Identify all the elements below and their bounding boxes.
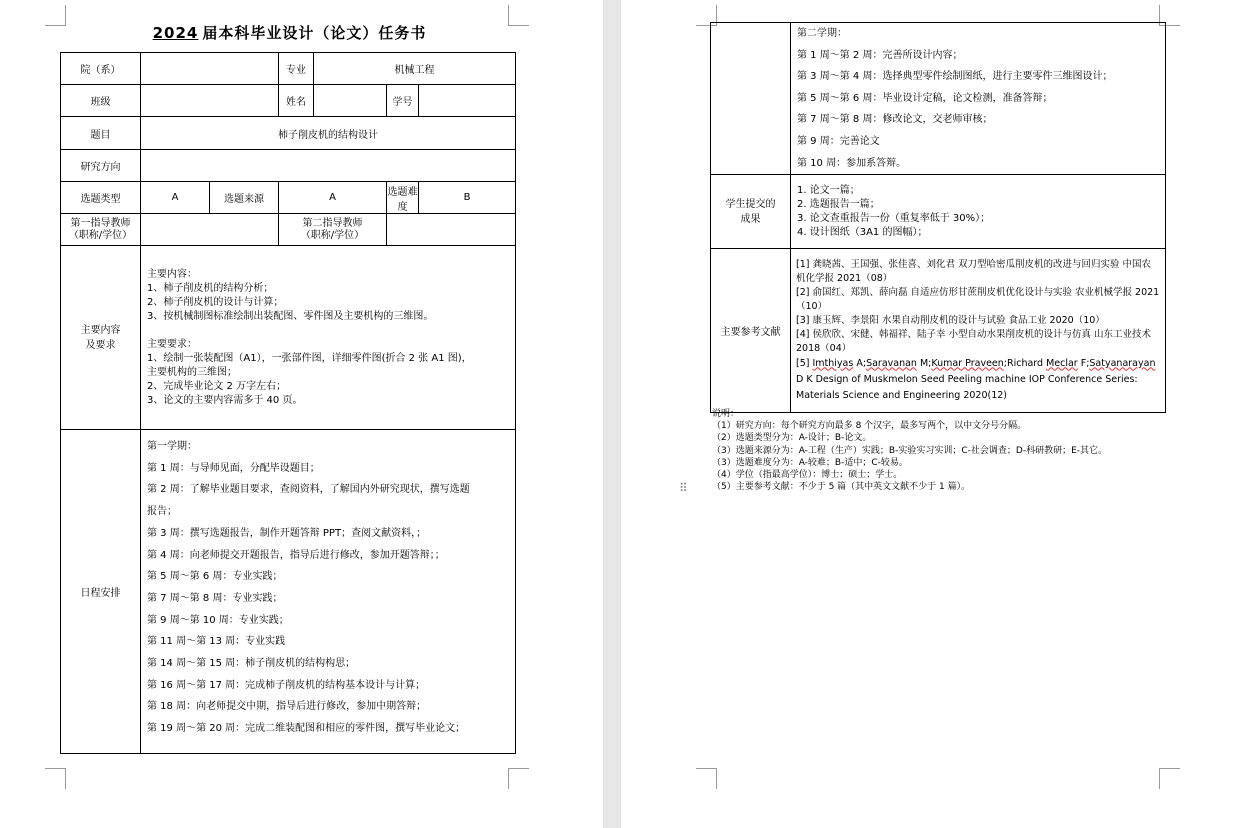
advisor-1-label-line: （职称/学位） [68, 229, 133, 241]
schedule-line: 第 11 周～第 13 周：专业实践 [147, 636, 286, 648]
content-line: 1、柿子削皮机的结构分析； [147, 282, 274, 294]
content-line [147, 324, 509, 338]
task-form-table-continued [710, 22, 1166, 413]
ref5-text: F; [1077, 357, 1090, 369]
submitted-results-label-line: 学生提交的 [725, 198, 776, 210]
reference-item: [1] 龚晓茜、王国强、张佳喜、刘化君 双刀型哈密瓜削皮机的改进与回归实验 中国农机化学报 2021（08） [796, 258, 1152, 284]
content-line: 主要内容： [147, 268, 197, 280]
schedule-label: 日程安排 [61, 430, 141, 754]
schedule-cell[interactable] [141, 430, 516, 754]
schedule-line: 第 14 周～第 15 周：柿子削皮机的结构构思； [147, 658, 356, 670]
major-label: 专业 [279, 53, 314, 85]
spellcheck-underline-word: Kumar Praveen [931, 357, 1004, 369]
research-direction-label: 研究方向 [61, 150, 141, 182]
advisor-2-label [279, 214, 387, 246]
student-id-field[interactable] [419, 85, 516, 117]
note-line: （3）选题来源分为：A-工程（生产）实践；B-实验实习实训；C-社会调查；D-科研教研；E-其它。 [712, 445, 1108, 456]
reference-item: [3] 康玉辉、李景阳 水果自动削皮机的设计与试验 食品工业 2020（10） [796, 314, 1105, 326]
research-direction-field[interactable] [141, 150, 516, 182]
content-line: 2、柿子削皮机的设计与计算； [147, 296, 284, 308]
topic-source-field[interactable]: A [279, 182, 387, 214]
advisor-2-label-line: 第二指导教师 [302, 217, 363, 229]
document-page-1 [0, 0, 603, 828]
result-line: 3. 论文查重报告一份（重复率低于 30%）； [797, 212, 991, 224]
student-id-label: 学号 [387, 85, 419, 117]
ref5-text: D K Design of Muskmelon Seed Peeling machine IOP Conference Series: Materials Science and Engineering 2020(12) [796, 373, 1138, 401]
title-text[interactable]: 届本科毕业设计（论文）任务书 [202, 24, 427, 42]
title-year[interactable]: 2024 [152, 24, 199, 42]
page-corner-mark [508, 768, 529, 789]
schedule-line: 第一学期： [147, 441, 197, 452]
page-corner-mark [45, 768, 66, 789]
schedule-cell-continued[interactable] [791, 23, 1166, 175]
content-line: 3、论文的主要内容需多于 40 页。 [147, 394, 303, 406]
topic-label: 题目 [61, 117, 141, 150]
page-corner-mark [1159, 768, 1180, 789]
schedule-line: 第 7 周～第 8 周：修改论文，交老师审核； [797, 114, 993, 126]
spellcheck-underline-word: Meclar [1046, 357, 1078, 369]
schedule-line: 第 19 周～第 20 周：完成二维装配图和相应的零件图，撰写毕业论文； [147, 723, 466, 735]
topic-type-field[interactable]: A [141, 182, 210, 214]
topic-type-label: 选题类型 [61, 182, 141, 214]
note-line: （1）研究方向：每个研究方向最多 8 个汉字，最多写两个，以中文分号分隔。 [712, 421, 1027, 432]
submitted-results-label-line: 成果 [740, 213, 761, 225]
advisor-1-label-line: 第一指导教师 [70, 217, 131, 229]
schedule-line: 第 5 周～第 6 周：专业实践； [147, 571, 283, 583]
schedule-label-continued [711, 23, 791, 175]
schedule-line: 第 1 周：与导师见面，分配毕设题目； [147, 462, 320, 474]
note-line: （2）选题类型分为：A-设计；B-论文。 [712, 433, 872, 444]
schedule-line: 第 18 周：向老师提交中期，指导后进行修改，参加中期答辩； [147, 701, 427, 713]
advisor-1-label [61, 214, 141, 246]
schedule-line: 第二学期： [797, 28, 847, 39]
advisor-2-label-line: （职称/学位） [300, 229, 365, 241]
major-field[interactable]: 机械工程 [314, 53, 516, 85]
note-line: （3）选题难度分为：A-较难；B-适中；C-较易。 [712, 457, 908, 468]
spellcheck-underline-word: Imthiyas [812, 357, 854, 369]
drag-handle-icon[interactable]: ⠿ [679, 481, 688, 495]
content-label-line: 主要内容 [80, 324, 121, 336]
submitted-results-label [711, 175, 791, 249]
references-cell[interactable] [791, 249, 1166, 413]
result-line: 1. 论文一篇； [797, 184, 860, 196]
advisor-1-field[interactable] [141, 214, 279, 246]
ref5-text: M; [916, 357, 932, 369]
ref5-text: ;Richard [1003, 357, 1047, 369]
college-field[interactable] [141, 53, 279, 85]
schedule-line: 第 9 周：完善论文 [797, 135, 880, 147]
schedule-line: 第 10 周：参加系答辩。 [797, 157, 907, 169]
ref5-prefix: [5] [796, 357, 813, 369]
reference-item: [2] 俞国红、郑凯、薛向磊 自适应仿形甘蔗削皮机优化设计与实验 农业机械学报 2021（10） [796, 286, 1160, 312]
name-field[interactable] [314, 85, 387, 117]
spellcheck-underline-word: Satyanarayan [1089, 357, 1156, 369]
content-label-line: 及要求 [85, 339, 116, 351]
topic-source-label: 选题来源 [210, 182, 279, 214]
reference-item: [4] 侯欣欣、宋健、韩福祥、陆子幸 小型自动水果削皮机的设计与仿真 山东工业技术 2018（04） [796, 328, 1152, 354]
references-label: 主要参考文献 [711, 249, 791, 413]
advisor-2-field[interactable] [387, 214, 516, 246]
content-line: 主要要求： [147, 338, 197, 350]
content-line: 2、完成毕业论文 2 万字左右； [147, 380, 287, 392]
note-line: （4）学位（指最高学位）：博士；硕士；学士。 [712, 470, 903, 481]
instructions-notes [712, 408, 1107, 493]
class-field[interactable] [141, 85, 279, 117]
note-line: （5）主要参考文献：不少于 5 篇（其中英文文献不少于 1 篇）。 [712, 482, 971, 493]
schedule-line: 第 9 周～第 10 周：专业实践； [147, 614, 289, 626]
reference-item-english [796, 356, 1160, 404]
content-line: 1、绘制一张装配图（A1），一张部件图，详细零件图(折合 2 张 A1 图)， [147, 352, 472, 364]
content-requirements-label [61, 246, 141, 430]
ref5-text: A; [853, 357, 867, 369]
result-line: 2. 选题报告一篇； [797, 198, 880, 210]
schedule-line: 第 2 周：了解毕业题目要求，查阅资料，了解国内外研究现状，撰写选题 [147, 484, 470, 496]
page-corner-mark [696, 768, 717, 789]
college-label: 院（系） [61, 53, 141, 85]
schedule-line: 第 7 周～第 8 周：专业实践； [147, 592, 283, 604]
schedule-line: 第 1 周～第 2 周：完善所设计内容； [797, 49, 963, 61]
schedule-line: 报告； [147, 506, 177, 518]
document-title [60, 22, 515, 43]
class-label: 班级 [61, 85, 141, 117]
topic-field[interactable]: 柿子削皮机的结构设计 [141, 117, 516, 150]
schedule-line: 第 16 周～第 17 周：完成柿子削皮机的结构基本设计与计算； [147, 679, 426, 691]
schedule-line: 第 3 周～第 4 周：选择典型零件绘制图纸，进行主要零件三维图设计； [797, 71, 1113, 83]
schedule-line: 第 3 周：撰写选题报告，制作开题答辩 PPT；查阅文献资料，； [147, 527, 427, 539]
result-line: 4. 设计图纸（3A1 的图幅）； [797, 226, 928, 238]
schedule-line: 第 5 周～第 6 周：毕业设计定稿，论文检测，准备答辩； [797, 92, 1053, 104]
submitted-results-cell[interactable] [791, 175, 1166, 249]
spellcheck-underline-word: Saravanan [866, 357, 917, 369]
task-form-table [60, 52, 516, 754]
topic-difficulty-field[interactable]: B [419, 182, 516, 214]
content-line: 主要机构的三维图； [147, 366, 237, 378]
content-requirements-cell[interactable] [141, 246, 516, 430]
topic-difficulty-label: 选题难度 [387, 182, 419, 214]
schedule-line: 第 4 周：向老师提交开题报告，指导后进行修改，参加开题答辩；； [147, 549, 445, 561]
name-label: 姓名 [279, 85, 314, 117]
note-line: 说明： [712, 409, 740, 419]
content-line: 3、按机械制图标准绘制出装配图、零件图及主要机构的三维图。 [147, 310, 434, 322]
